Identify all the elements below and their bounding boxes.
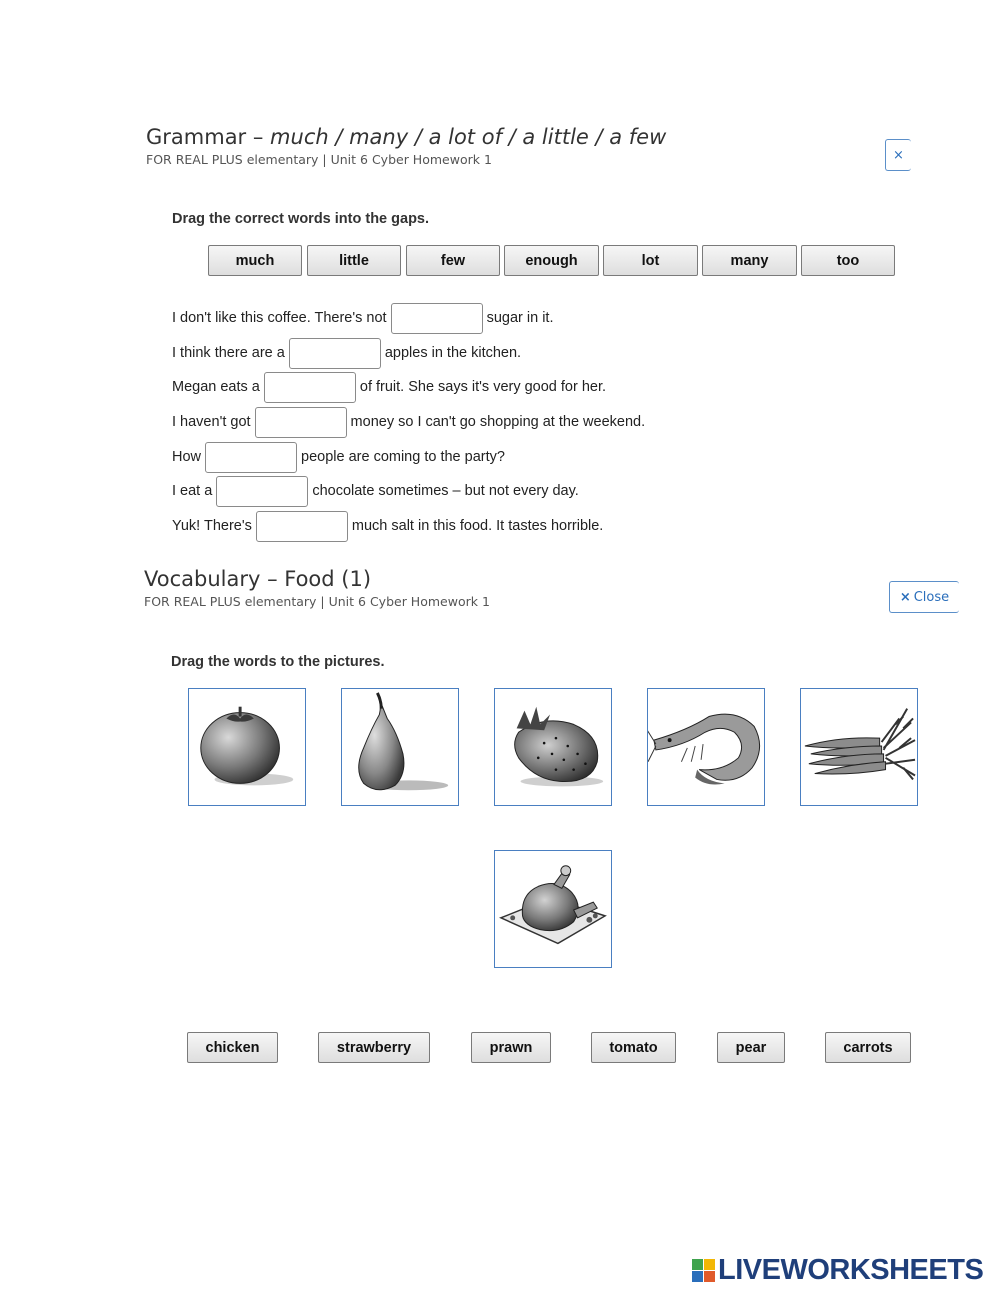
sentence-7 bbox=[172, 510, 603, 542]
sentence-text-after: sugar in it. bbox=[486, 310, 554, 326]
carrots-image[interactable] bbox=[800, 688, 918, 806]
chicken-image[interactable] bbox=[494, 850, 612, 968]
sentence-text-before: Megan eats a bbox=[172, 379, 260, 395]
drop-gap[interactable] bbox=[289, 338, 381, 369]
grammar-subtitle: FOR REAL PLUS elementary | Unit 6 Cyber Homework 1 bbox=[146, 152, 492, 167]
pear-image[interactable] bbox=[341, 688, 459, 806]
tomato-image[interactable] bbox=[188, 688, 306, 806]
vocabulary-close-button[interactable] bbox=[889, 581, 959, 613]
drop-gap[interactable] bbox=[216, 476, 308, 507]
grammar-instruction: Drag the correct words into the gaps. bbox=[172, 211, 430, 227]
word-chip-too[interactable]: too bbox=[801, 245, 895, 276]
prawn-image[interactable] bbox=[647, 688, 765, 806]
sentence-text-after: money so I can't go shopping at the weekend. bbox=[350, 414, 646, 430]
sentence-5 bbox=[172, 441, 505, 473]
grammar-title-prefix: Grammar – bbox=[146, 125, 271, 149]
word-chip-strawberry[interactable]: strawberry bbox=[318, 1032, 430, 1063]
sentence-text-after: apples in the kitchen. bbox=[384, 345, 522, 361]
vocabulary-title: Vocabulary – Food (1) bbox=[144, 567, 372, 591]
logo-mark-icon bbox=[692, 1259, 715, 1282]
word-chip-few[interactable]: few bbox=[406, 245, 500, 276]
sentence-text-before: I think there are a bbox=[172, 345, 285, 361]
sentence-text-after: chocolate sometimes – but not every day. bbox=[312, 483, 579, 499]
close-label: Close bbox=[913, 589, 950, 605]
sentence-text-before: Yuk! There's bbox=[172, 518, 252, 534]
vocabulary-instruction: Drag the words to the pictures. bbox=[171, 654, 385, 670]
word-chip-many[interactable]: many bbox=[702, 245, 797, 276]
word-chip-pear[interactable]: pear bbox=[717, 1032, 785, 1063]
word-chip-enough[interactable]: enough bbox=[504, 245, 599, 276]
word-chip-little[interactable]: little bbox=[307, 245, 401, 276]
word-chip-prawn[interactable]: prawn bbox=[471, 1032, 551, 1063]
sentence-text-after: much salt in this food. It tastes horrible. bbox=[351, 518, 604, 534]
grammar-title bbox=[146, 125, 666, 149]
sentence-4 bbox=[172, 406, 645, 438]
word-chip-much[interactable]: much bbox=[208, 245, 302, 276]
drop-gap[interactable] bbox=[255, 407, 347, 438]
logo-square bbox=[704, 1271, 715, 1282]
word-chip-chicken[interactable]: chicken bbox=[187, 1032, 278, 1063]
word-chip-lot[interactable]: lot bbox=[603, 245, 698, 276]
liveworksheets-logo[interactable] bbox=[692, 1254, 983, 1287]
drop-gap[interactable] bbox=[391, 303, 483, 334]
sentence-2 bbox=[172, 337, 521, 369]
sentence-3 bbox=[172, 371, 606, 403]
logo-square bbox=[692, 1259, 703, 1270]
strawberry-image[interactable] bbox=[494, 688, 612, 806]
sentence-text-after: people are coming to the party? bbox=[301, 449, 505, 465]
sentence-text-before: I eat a bbox=[172, 483, 213, 499]
grammar-title-topic: much / many / a lot of / a little / a few bbox=[270, 125, 667, 149]
sentence-text-before: I don't like this coffee. There's not bbox=[172, 310, 387, 326]
drop-gap[interactable] bbox=[205, 442, 297, 473]
vocabulary-subtitle: FOR REAL PLUS elementary | Unit 6 Cyber Homework 1 bbox=[144, 594, 490, 609]
word-chip-tomato[interactable]: tomato bbox=[591, 1032, 676, 1063]
close-icon: × bbox=[899, 589, 911, 605]
grammar-close-button[interactable] bbox=[885, 139, 911, 171]
drop-gap[interactable] bbox=[256, 511, 348, 542]
sentence-1 bbox=[172, 302, 553, 334]
logo-square bbox=[704, 1259, 715, 1270]
drop-gap[interactable] bbox=[264, 372, 356, 403]
sentence-text-before: I haven't got bbox=[172, 414, 251, 430]
sentence-6 bbox=[172, 475, 579, 507]
sentence-text-after: of fruit. She says it's very good for her. bbox=[359, 379, 607, 395]
logo-square bbox=[692, 1271, 703, 1282]
word-chip-carrots[interactable]: carrots bbox=[825, 1032, 911, 1063]
close-icon: × bbox=[893, 147, 904, 163]
logo-text: LIVEWORKSHEETS bbox=[718, 1254, 984, 1286]
sentence-text-before: How bbox=[172, 449, 202, 465]
